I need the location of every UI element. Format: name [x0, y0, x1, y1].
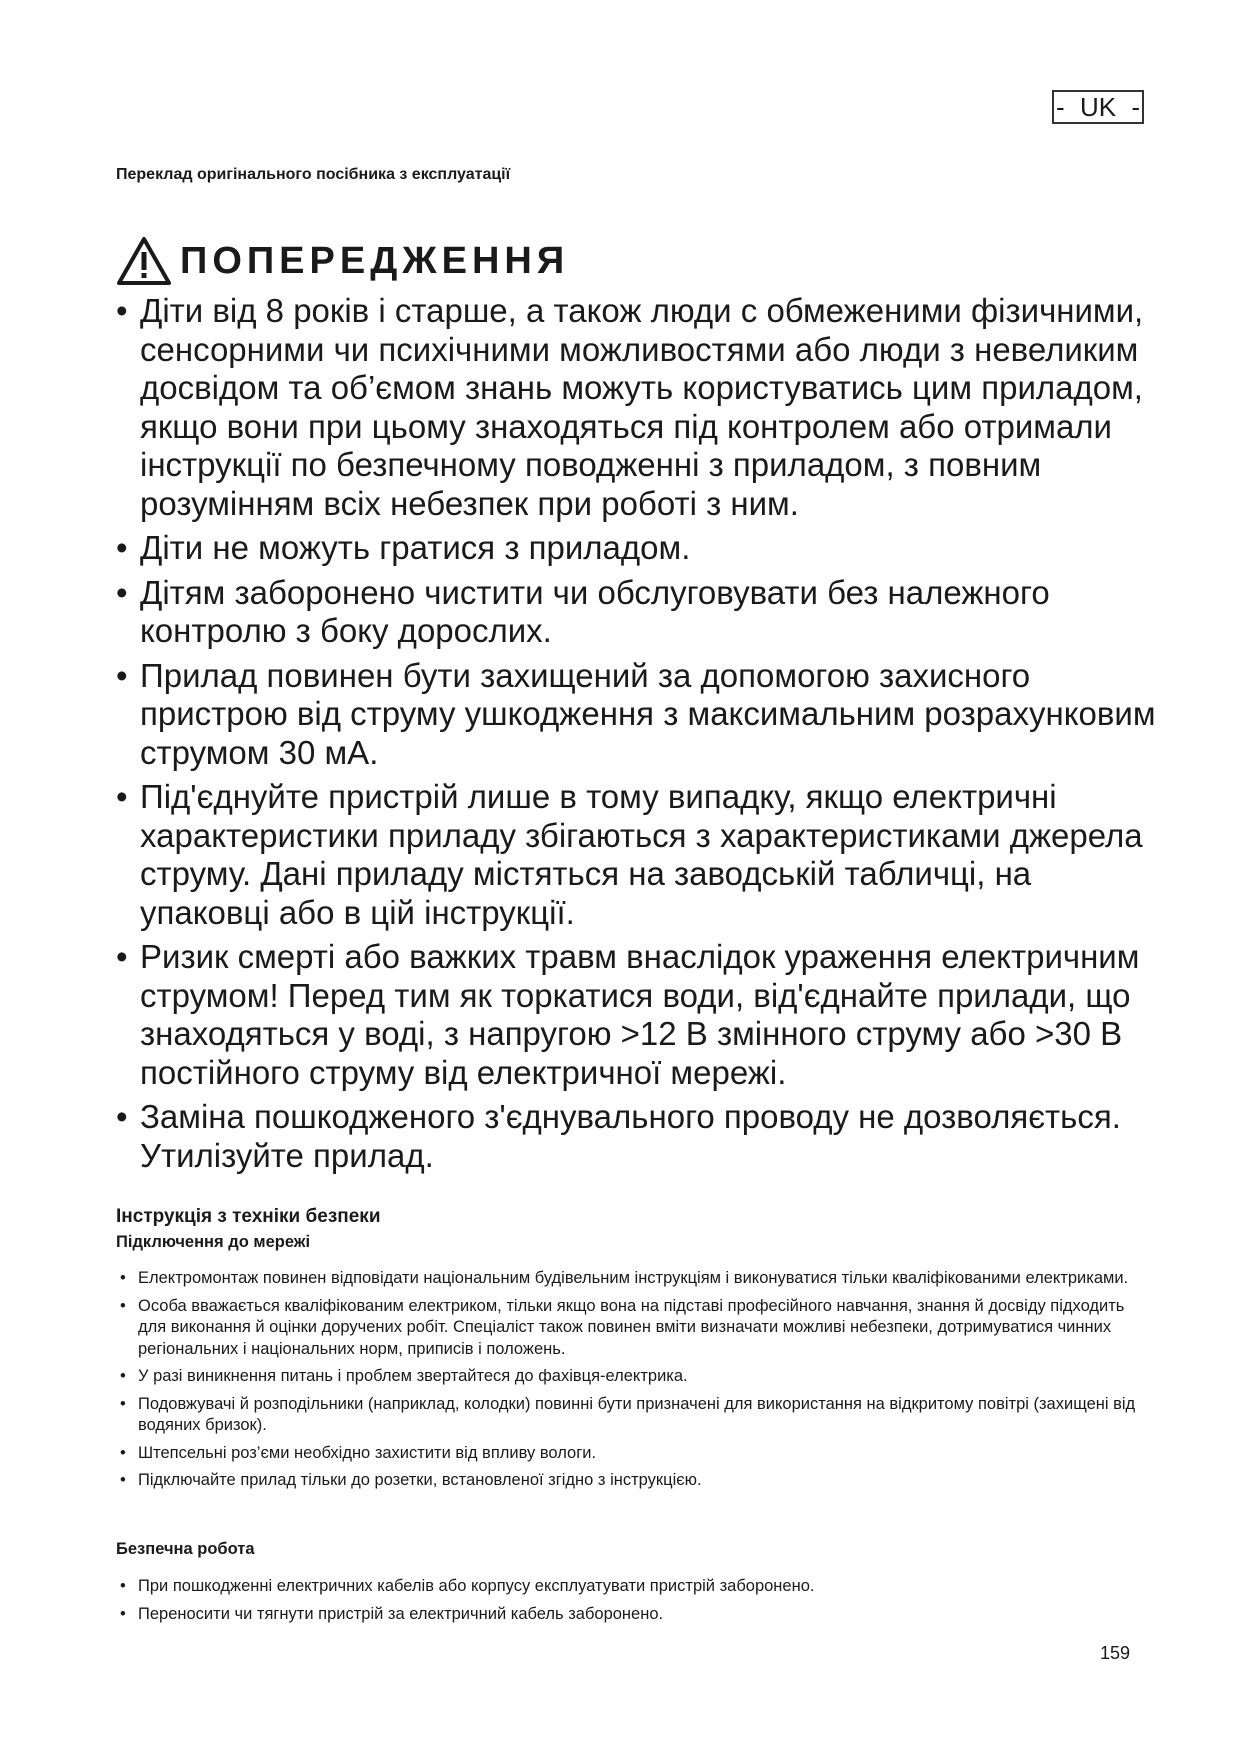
warning-item: • Заміна пошкодженого з'єднувального проводу не дозволяється. Утилізуйте прилад. [116, 1098, 1168, 1175]
warning-item: • Ризик смерті або важких травм внаслідок ураження електричним струмом! Перед тим як торкатися води, від'єднайте прилади, що знаходяться у воді, з напругою >12 В змінного струму або >30 В постійного струму від електричної мережі. [116, 938, 1168, 1092]
list-item: • У разі виникнення питань і проблем звертайтеся до фахівця-електрика. [116, 1366, 1146, 1388]
lang-dash-left: - [1056, 92, 1065, 122]
warning-triangle-icon [116, 236, 172, 286]
warning-item: • Під'єднуйте пристрій лише в тому випадку, якщо електричні характеристики приладу збігаються з характеристиками джерела струму. Дані приладу містяться на заводській табличці, на упаковці або в цій інструкції. [116, 778, 1168, 932]
warning-item: • Дітям заборонено чистити чи обслуговувати без належного контролю з боку дорослих. [116, 574, 1168, 651]
language-badge [1052, 90, 1144, 124]
list-item: • Підключайте прилад тільки до розетки, встановленої згідно з інструкцією. [116, 1470, 1146, 1492]
safety-section-title: Інструкція з техніки безпеки [116, 1206, 381, 1227]
list-item: • Електромонтаж повинен відповідати національним будівельним інструкціям і виконуватися тільки кваліфікованими електриками. [116, 1268, 1146, 1290]
document-subtitle: Переклад оригінального посібника з експлуатації [116, 166, 511, 183]
list-item: • Особа вважається кваліфікованим електриком, тільки якщо вона на підставі професійного навчання, знання й досвіду підходить для виконання й оцінки доручених робіт. Спеціаліст також повинен вміти визначати можливі небезпеки, дотримуватися чинних регіональних і національних норм, приписів і положень. [116, 1296, 1146, 1361]
lang-code: UK [1079, 92, 1117, 122]
warning-item: • Діти не можуть гратися з приладом. [116, 529, 1168, 568]
warning-heading [116, 236, 569, 286]
list-item: • При пошкодженні електричних кабелів або корпусу експлуатувати пристрій заборонено. [116, 1576, 1146, 1598]
network-subtitle: Підключення до мережі [116, 1233, 311, 1251]
warning-title: ПОПЕРЕДЖЕННЯ [180, 239, 570, 282]
lang-dash-right: - [1131, 92, 1140, 122]
warning-list [116, 292, 1168, 1181]
list-item: • Переносити чи тягнути пристрій за електричний кабель заборонено. [116, 1604, 1146, 1626]
work-subtitle: Безпечна робота [116, 1540, 255, 1558]
work-list [116, 1576, 1146, 1631]
warning-item: • Прилад повинен бути захищений за допомогою захисного пристрою від струму ушкодження з максимальним розрахунковим струмом 30 мА. [116, 657, 1168, 773]
network-list [116, 1268, 1146, 1498]
page-number: 159 [1100, 1643, 1131, 1663]
warning-item: • Діти від 8 років і старше, а також люди с обмеженими фізичними, сенсорними чи психічними можливостями або люди з невеликим досвідом та об’ємом знань можуть користуватись цим приладом, якщо вони при цьому знаходяться під контролем або отримали інструкції по безпечному поводженні з приладом, з повним розумінням всіх небезпек при роботі з ним. [116, 292, 1168, 523]
list-item: • Подовжувачі й розподільники (наприклад, колодки) повинні бути призначені для використання на відкритому повітрі (захищені від водяних бризок). [116, 1394, 1146, 1437]
list-item: • Штепсельні роз’єми необхідно захистити від впливу вологи. [116, 1443, 1146, 1465]
